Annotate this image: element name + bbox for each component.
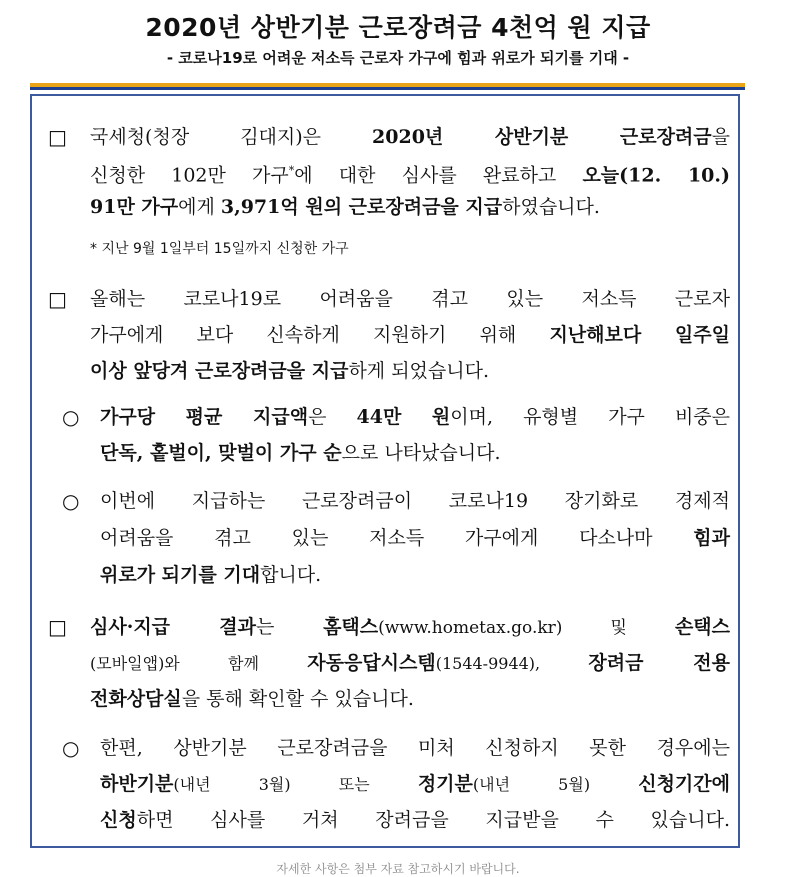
circle-bullet: ○	[62, 736, 80, 760]
para1-line2	[90, 160, 730, 186]
para1-line3	[90, 196, 600, 218]
sub2-line1: 이번에 지급하는 근로장려금이 코로나19 장기화로 경제적	[100, 490, 730, 512]
header-rule-blue	[30, 87, 745, 90]
footer-note: 자세한 사항은 첨부 자료 참고하시기 바랍니다.	[276, 862, 520, 876]
text-run: (내년 5월)	[472, 775, 639, 794]
bold-run: 오늘(12. 10.)	[582, 164, 730, 187]
bold-run: 2020년 상반기분 근로장려금	[372, 126, 712, 148]
text-run: 합니다.	[260, 564, 322, 586]
para3-line1	[90, 616, 730, 639]
text-run: (1544-9944),	[435, 654, 589, 673]
bold-run: 가구당 평균 지급액	[100, 406, 309, 428]
circle-bullet: ○	[62, 489, 80, 513]
bold-run: 이상 앞당겨 근로장려금을 지급	[90, 360, 349, 382]
circle-bullet: ○	[62, 405, 80, 429]
para2-line2	[90, 324, 730, 346]
sub3-line2	[100, 773, 730, 796]
text-run: 으로 나타났습니다.	[341, 442, 501, 464]
text-run: (내년 3월) 또는	[173, 775, 418, 794]
bold-run: 3,971억 원의 근로장려금을 지급	[220, 196, 503, 218]
sub1-line2	[100, 442, 501, 464]
text-run: 하면 심사를 거쳐 장려금을 지급받을 수 있습니다.	[136, 809, 730, 831]
text-run: 는	[256, 616, 324, 638]
bold-run: 단독, 홑벌이, 맞벌이 가구 순	[100, 442, 342, 464]
para1-line1	[90, 126, 730, 148]
text-run: 에 대한 심사를 완료하고	[294, 164, 583, 187]
bold-run: 44만 원	[356, 406, 451, 428]
para3-line3	[90, 688, 414, 710]
bold-run: 위로가 되기를 기대	[100, 564, 261, 586]
para3-line2	[90, 652, 730, 675]
text-run: (www.hometax.go.kr) 및	[378, 618, 675, 638]
bold-run: 힘과	[693, 527, 730, 549]
text-run: (모바일앱)와 함께	[90, 654, 308, 673]
bold-run: 장려금 전용	[588, 652, 730, 674]
square-bullet: □	[48, 287, 67, 311]
text-run: 을	[711, 126, 731, 148]
text-run: 을 통해 확인할 수 있습니다.	[181, 688, 414, 710]
bold-run: 신청기간에	[638, 773, 730, 795]
bold-run: 하반기분	[100, 773, 174, 795]
square-bullet: □	[48, 125, 67, 149]
text-run: 이며, 유형별 가구 비중은	[450, 406, 731, 428]
text-run: 신청한 102만 가구	[90, 164, 289, 187]
text-run: 에게	[178, 196, 221, 218]
bold-run: 신청	[100, 809, 137, 831]
bold-run: 손택스	[674, 616, 730, 638]
bold-run: 홈택스	[323, 616, 379, 638]
sub2-line2	[100, 527, 730, 549]
sub3-line3	[100, 809, 730, 831]
bold-run: 정기분	[417, 773, 473, 795]
square-bullet: □	[48, 615, 67, 639]
text-run: 하였습니다.	[502, 196, 600, 218]
text-run: 은	[308, 406, 357, 428]
footnote-mark: *	[288, 164, 295, 177]
text-run: 하게 되었습니다.	[348, 360, 490, 382]
para2-line3	[90, 360, 489, 382]
text-run: 국세청(청장 김대지)은	[90, 126, 373, 148]
document-title: 2020년 상반기분 근로장려금 4천억 원 지급	[145, 13, 651, 42]
footnote: * 지난 9월 1일부터 15일까지 신청한 가구	[90, 241, 349, 257]
bold-run: 전화상담실	[90, 688, 182, 710]
sub3-line1: 한편, 상반기분 근로장려금을 미처 신청하지 못한 경우에는	[100, 737, 730, 759]
document-subtitle: - 코로나19로 어려운 저소득 근로자 가구에 힘과 위로가 되기를 기대 -	[166, 49, 630, 67]
sub1-line1	[100, 406, 730, 428]
bold-run: 91만 가구	[90, 196, 179, 218]
sub2-line3	[100, 564, 321, 586]
para2-line1: 올해는 코로나19로 어려움을 겪고 있는 저소득 근로자	[90, 288, 730, 310]
bold-run: 자동응답시스템	[307, 652, 436, 674]
text-run: 가구에게 보다 신속하게 지원하기 위해	[90, 324, 550, 346]
text-run: 어려움을 겪고 있는 저소득 가구에게 다소나마	[100, 527, 694, 549]
bold-run: 심사·지급 결과	[90, 616, 257, 638]
bold-run: 지난해보다 일주일	[549, 324, 730, 346]
